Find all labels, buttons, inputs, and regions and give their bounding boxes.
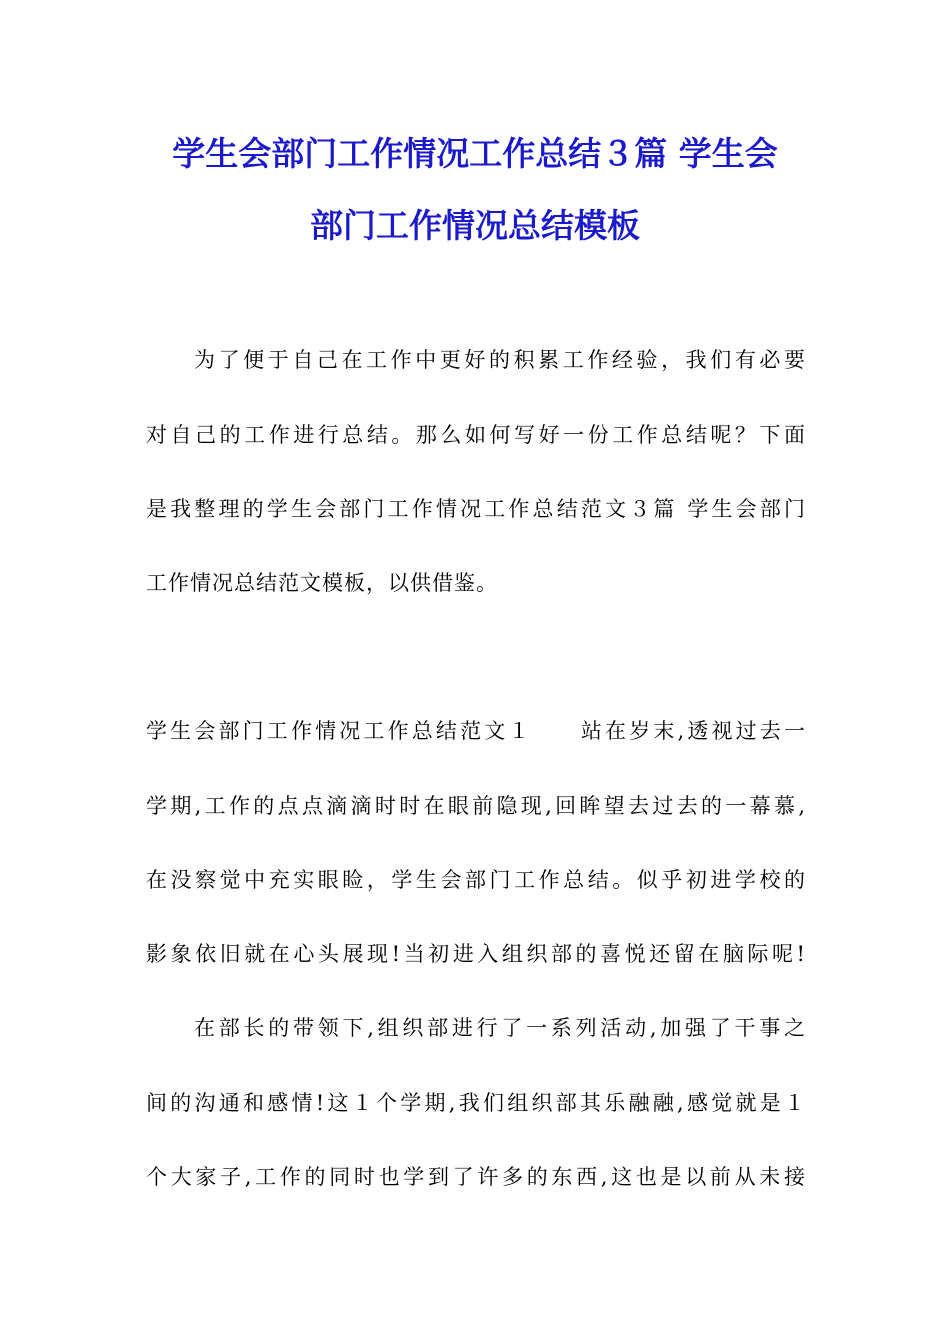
document-title-line-2: 部门工作情况总结模板 (310, 206, 640, 245)
section1-line-4: 影象依旧就在心头展现!当初进入组织部的喜悦还留在脑际呢! (146, 942, 806, 966)
section2-line-1: 在部长的带领下,组织部进行了一系列活动,加强了干事之 (194, 1016, 806, 1040)
section1-line-3: 在没察觉中充实眼睑，学生会部门工作总结。似乎初进学校的 (146, 868, 806, 892)
section2-line-2: 间的沟通和感情!这１个学期,我们组织部其乐融融,感觉就是１ (146, 1091, 806, 1115)
document-title-line-1: 学生会部门工作情况工作总结３篇 学生会 (172, 134, 778, 173)
intro-line-2: 对自己的工作进行总结。那么如何写好一份工作总结呢？下面 (146, 423, 806, 447)
section1-line-1: 学生会部门工作情况工作总结范文１ 站在岁末,透视过去一 (146, 719, 806, 743)
section1-line-2: 学期,工作的点点滴滴时时在眼前隐现,回眸望去过去的一幕慕, (146, 794, 806, 818)
intro-line-1: 为了便于自己在工作中更好的积累工作经验，我们有必要 (194, 348, 806, 372)
intro-line-4: 工作情况总结范文模板，以供借鉴。 (146, 571, 498, 595)
intro-line-3: 是我整理的学生会部门工作情况工作总结范文３篇 学生会部门 (146, 497, 806, 521)
section2-line-3: 个大家子,工作的同时也学到了许多的东西,这也是以前从未接 (146, 1165, 806, 1189)
